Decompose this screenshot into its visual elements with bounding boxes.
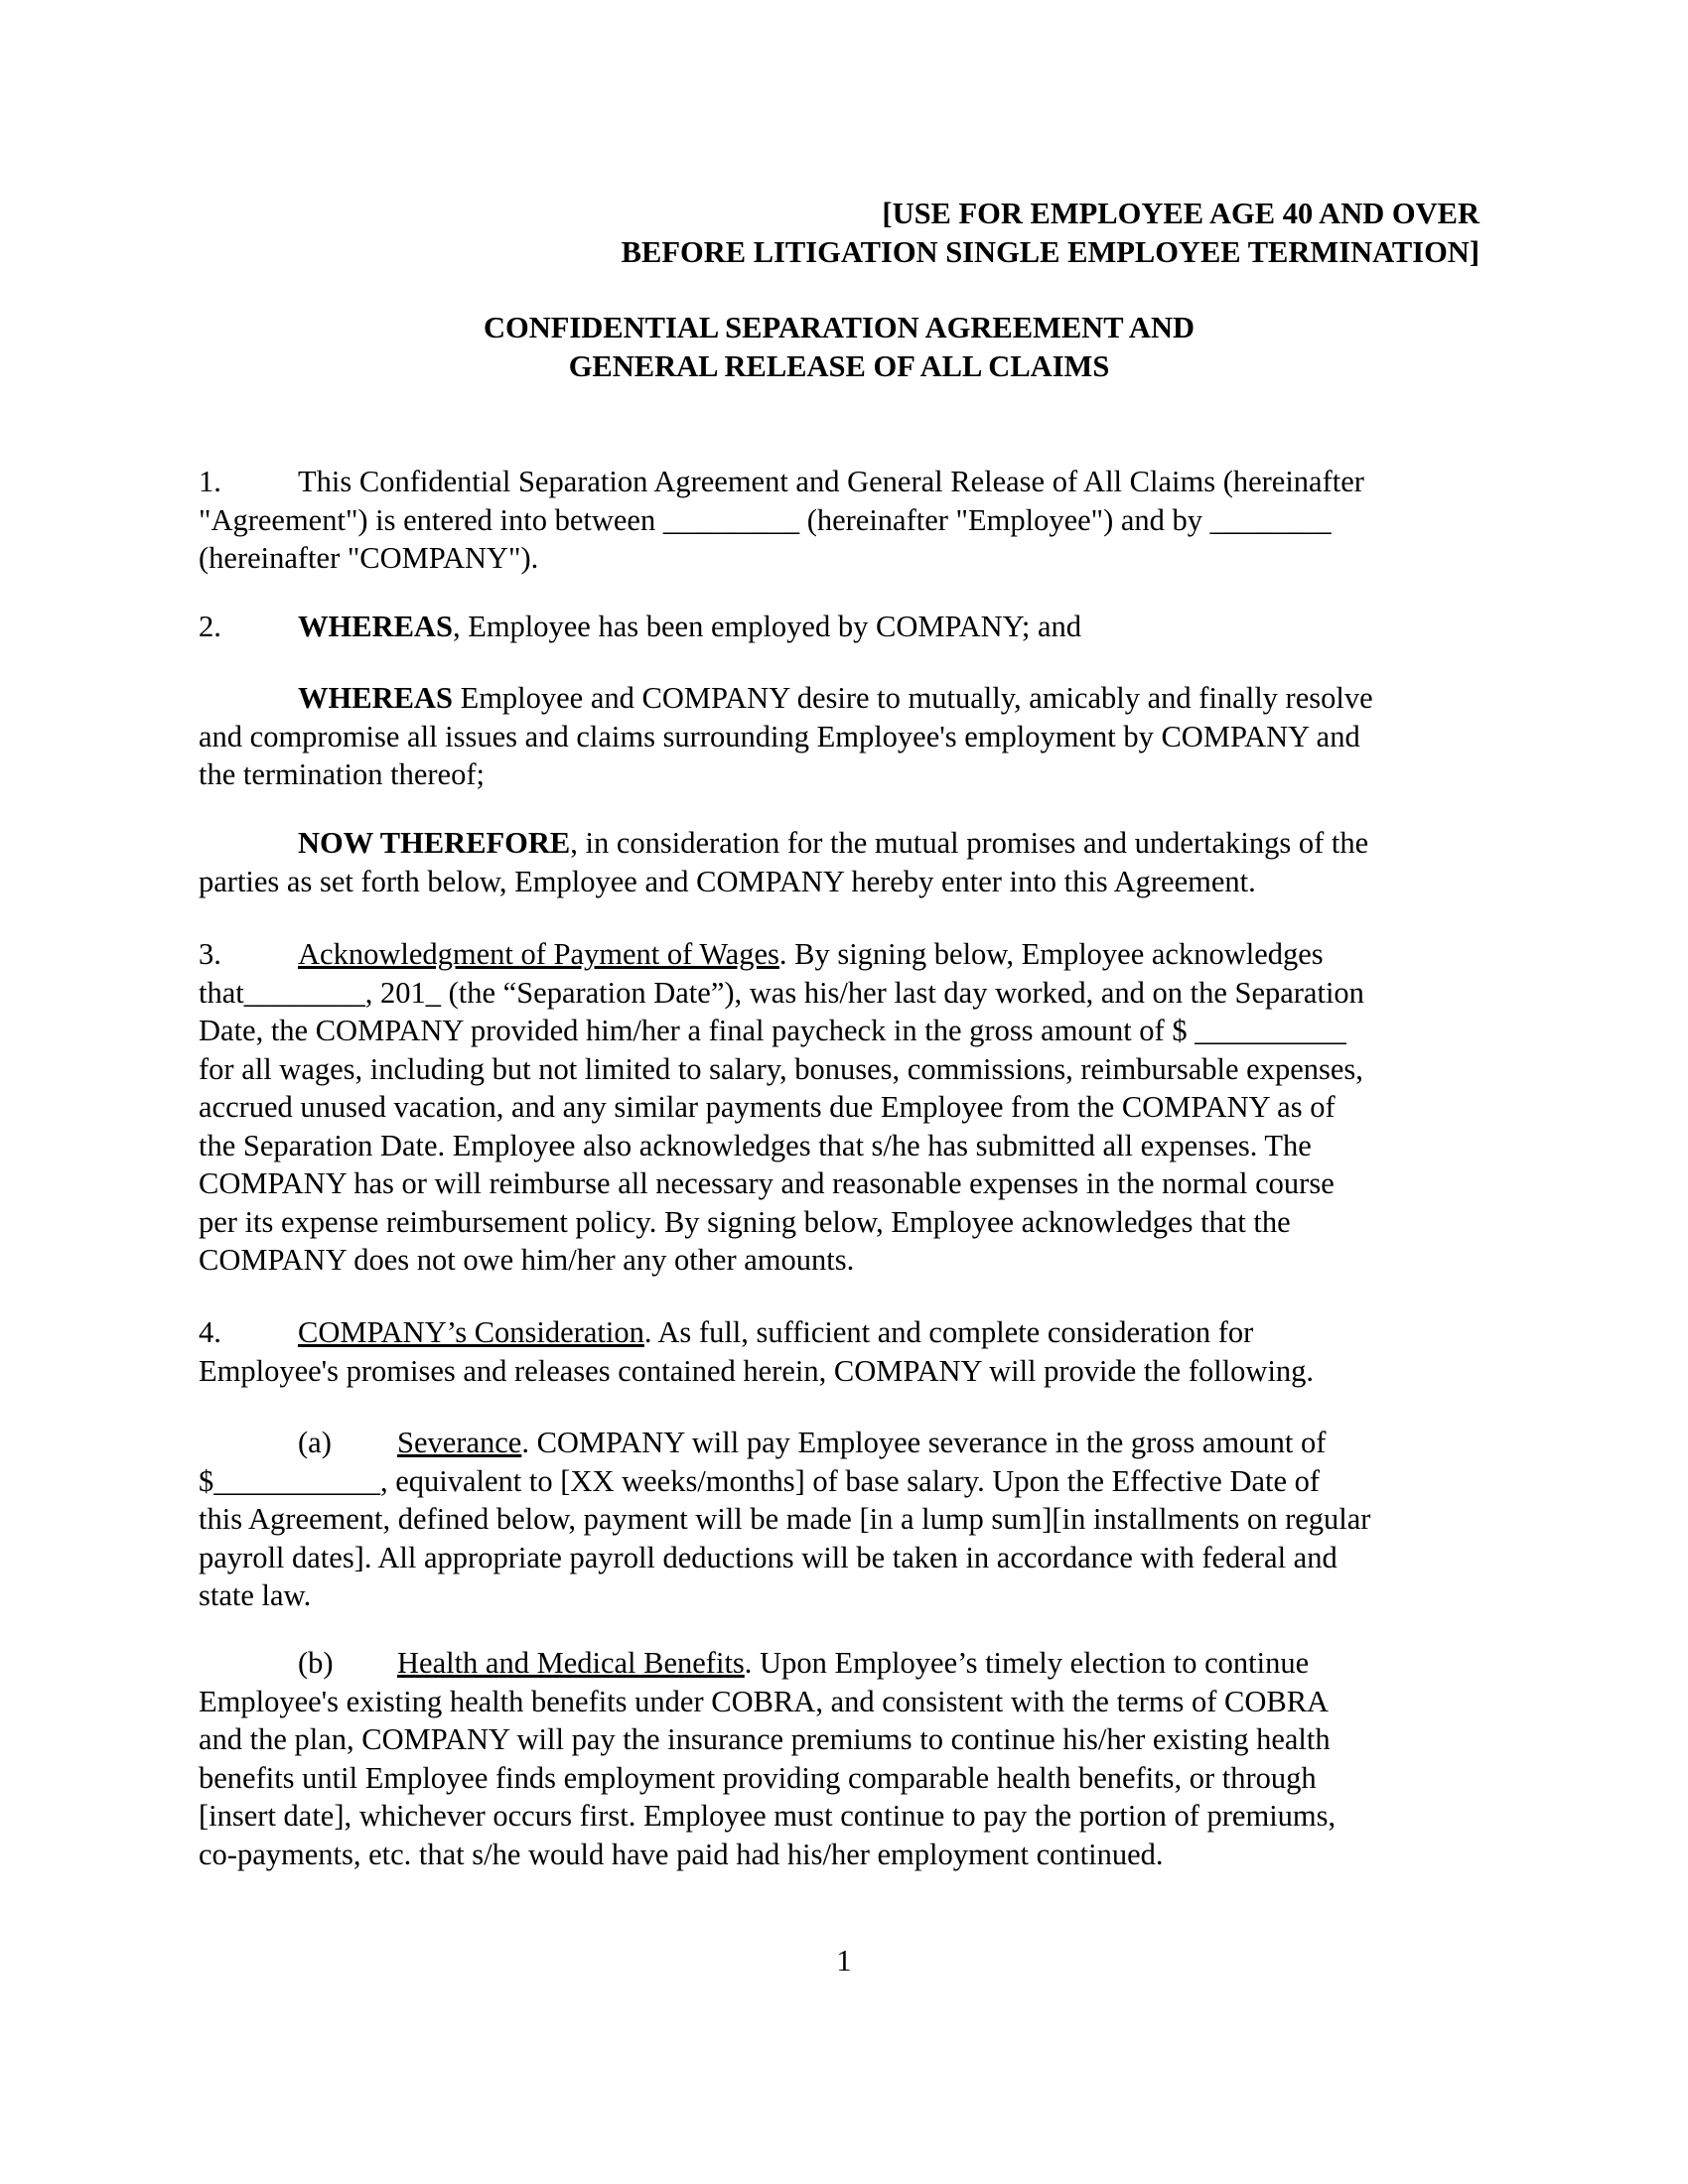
- document-title-line-2: GENERAL RELEASE OF ALL CLAIMS: [568, 348, 1110, 383]
- section-3-line-3: Date, the COMPANY provided him/her a final paycheck in the gross amount of $ __________: [199, 1014, 1346, 1047]
- usage-note: [199, 195, 1479, 271]
- section-3-line-9: COMPANY does not owe him/her any other amounts.: [199, 1243, 855, 1277]
- now-therefore-line-2: parties as set forth below, Employee and COMPANY hereby enter into this Agreement.: [199, 864, 1256, 898]
- whereas-2-line-3: the termination thereof;: [199, 757, 485, 791]
- section-4-line-2: Employee's promises and releases contained herein, COMPANY will provide the following.: [199, 1353, 1315, 1388]
- section-1: [199, 463, 1489, 578]
- section-4b-line-3: and the plan, COMPANY will pay the insurance premiums to continue his/her existing health: [199, 1722, 1331, 1756]
- now-therefore-paragraph: [199, 824, 1489, 900]
- whereas-1-text: , Employee has been employed by COMPANY; and: [452, 610, 1082, 643]
- document-title: [199, 309, 1479, 385]
- section-4b-line-6: co-payments, etc. that s/he would have paid had his/her employment continued.: [199, 1837, 1164, 1871]
- whereas-1-bold: WHEREAS: [298, 610, 453, 643]
- section-4: [199, 1313, 1489, 1390]
- section-4a-line-1: . COMPANY will pay Employee severance in the gross amount of: [521, 1426, 1327, 1459]
- usage-note-line-2: BEFORE LITIGATION SINGLE EMPLOYEE TERMINATION]: [621, 234, 1479, 269]
- section-1-line-2: "Agreement") is entered into between _________ (hereinafter "Employee") and by ________: [199, 502, 1332, 537]
- section-4-line-1: . As full, sufficient and complete consideration for: [643, 1315, 1254, 1349]
- section-4b-line-4: benefits until Employee finds employment providing comparable health benefits, or through: [199, 1760, 1317, 1795]
- section-3-line-5: accrued unused vacation, and any similar payments due Employee from the COMPANY as of: [199, 1090, 1336, 1124]
- section-4b-line-1: . Upon Employee’s timely election to continue: [744, 1646, 1310, 1680]
- section-4-number: 4.: [199, 1315, 221, 1349]
- section-4b-label: (b): [298, 1646, 334, 1680]
- section-4-heading: COMPANY’s Consideration: [298, 1315, 644, 1349]
- section-4a-line-5: state law.: [199, 1578, 312, 1612]
- section-2-number: 2.: [199, 610, 221, 643]
- now-therefore-bold: NOW THEREFORE: [298, 826, 571, 860]
- section-3-number: 3.: [199, 937, 221, 971]
- whereas-2-paragraph: [199, 679, 1489, 794]
- section-3-line-8: per its expense reimbursement policy. By signing below, Employee acknowledges that the: [199, 1204, 1291, 1239]
- document-title-line-1: CONFIDENTIAL SEPARATION AGREEMENT AND: [483, 311, 1196, 344]
- section-3-line-6: the Separation Date. Employee also acknowledges that s/he has submitted all expenses. The: [199, 1128, 1312, 1162]
- section-4b-line-5: [insert date], whichever occurs first. Employee must continue to pay the portion of premiums,: [199, 1799, 1336, 1833]
- section-1-line-3: (hereinafter "COMPANY").: [199, 541, 539, 575]
- section-3: [199, 935, 1489, 1280]
- section-1-line-1: This Confidential Separation Agreement and General Release of All Claims (hereinafter: [298, 465, 1364, 498]
- section-2: [199, 608, 1489, 646]
- section-1-number: 1.: [199, 465, 221, 498]
- section-4a: [199, 1424, 1489, 1615]
- section-4a-line-3: this Agreement, defined below, payment will be made [in a lump sum][in installments on regular: [199, 1502, 1371, 1536]
- page-number: 1: [836, 1944, 852, 1978]
- section-3-heading: Acknowledgment of Payment of Wages: [298, 937, 779, 971]
- whereas-2-bold: WHEREAS: [298, 681, 453, 715]
- section-4a-line-4: payroll dates]. All appropriate payroll deductions will be taken in accordance with federal and: [199, 1540, 1337, 1574]
- section-4b-heading: Health and Medical Benefits: [397, 1646, 745, 1680]
- section-3-line-1: . By signing below, Employee acknowledges: [778, 937, 1324, 971]
- whereas-2-line-1: Employee and COMPANY desire to mutually, amicably and finally resolve: [452, 681, 1373, 715]
- section-3-line-7: COMPANY has or will reimburse all necessary and reasonable expenses in the normal course: [199, 1166, 1335, 1200]
- now-therefore-line-1: , in consideration for the mutual promises and undertakings of the: [570, 826, 1369, 860]
- usage-note-line-1: [USE FOR EMPLOYEE AGE 40 AND OVER: [882, 197, 1479, 230]
- section-4a-heading: Severance: [397, 1426, 522, 1459]
- section-3-line-4: for all wages, including but not limited to salary, bonuses, commissions, reimbursable expenses,: [199, 1051, 1363, 1086]
- section-4a-line-2: $___________, equivalent to [XX weeks/months] of base salary. Upon the Effective Date of: [199, 1463, 1321, 1498]
- whereas-2-line-2: and compromise all issues and claims surrounding Employee's employment by COMPANY and: [199, 719, 1360, 753]
- section-3-line-2: that________, 201_ (the “Separation Date”), was his/her last day worked, and on the Separation: [199, 975, 1364, 1010]
- section-4b-line-2: Employee's existing health benefits under COBRA, and consistent with the terms of COBRA: [199, 1684, 1330, 1718]
- section-4b: [199, 1644, 1489, 1873]
- section-4a-label: (a): [298, 1426, 332, 1459]
